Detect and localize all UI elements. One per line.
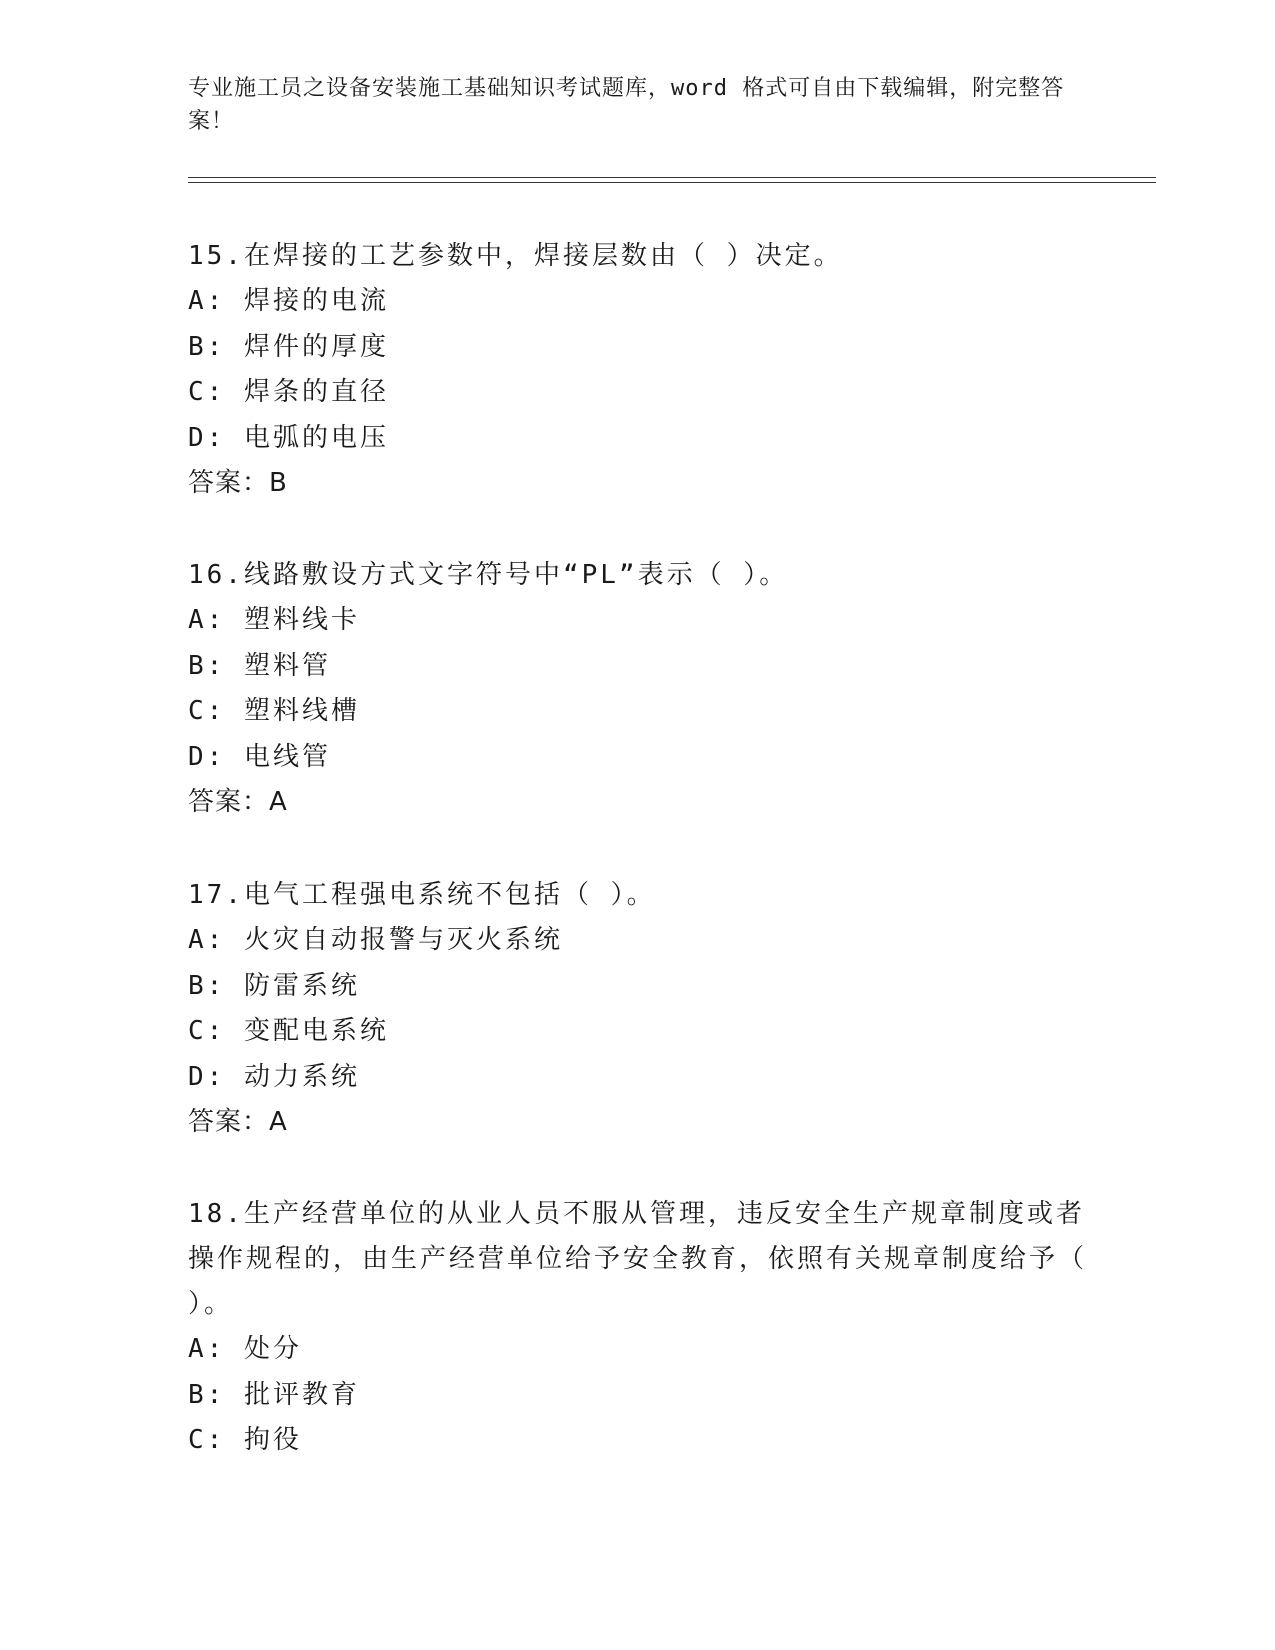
question-stem: 17.电气工程强电系统不包括（ ）。 — [188, 880, 656, 910]
question-15 — [188, 234, 1088, 506]
answer-label: 答案：A — [188, 1107, 288, 1137]
option-a: A: 处分 — [188, 1334, 302, 1364]
question-stem: 15.在焊接的工艺参数中，焊接层数由（ ）决定。 — [188, 241, 843, 271]
question-stem: 18.生产经营单位的从业人员不服从管理，违反安全生产规章制度或者操作规程的，由生产经营单位给予安全教育，依照有关规章制度给予（ ）。 — [188, 1199, 1088, 1319]
option-d: D: 电线管 — [188, 741, 331, 772]
option-c: C: 变配电系统 — [188, 1016, 389, 1046]
answer-label: 答案：B — [188, 468, 288, 498]
header-divider-top — [188, 177, 1156, 178]
option-c: C: 焊条的直径 — [188, 377, 389, 407]
option-b: B: 焊件的厚度 — [188, 331, 389, 362]
option-a: A: 焊接的电流 — [188, 286, 389, 316]
option-c: C: 拘役 — [188, 1425, 302, 1455]
question-16 — [188, 553, 1088, 825]
option-d: D: 动力系统 — [188, 1061, 360, 1092]
question-18 — [188, 1192, 1088, 1464]
document-header: 专业施工员之设备安装施工基础知识考试题库，word 格式可自由下载编辑，附完整答案！ — [188, 76, 1065, 134]
option-b: B: 防雷系统 — [188, 970, 360, 1001]
option-c: C: 塑料线槽 — [188, 696, 360, 726]
option-d: D: 电弧的电压 — [188, 422, 389, 453]
option-a: A: 塑料线卡 — [188, 605, 360, 635]
header-divider-bottom — [188, 182, 1156, 183]
option-b: B: 批评教育 — [188, 1379, 360, 1410]
option-a: A: 火灾自动报警与灭火系统 — [188, 925, 563, 955]
question-17 — [188, 873, 1088, 1145]
answer-label: 答案：A — [188, 787, 288, 817]
question-stem: 16.线路敷设方式文字符号中“PL”表示（ ）。 — [188, 560, 789, 590]
option-b: B: 塑料管 — [188, 650, 331, 681]
